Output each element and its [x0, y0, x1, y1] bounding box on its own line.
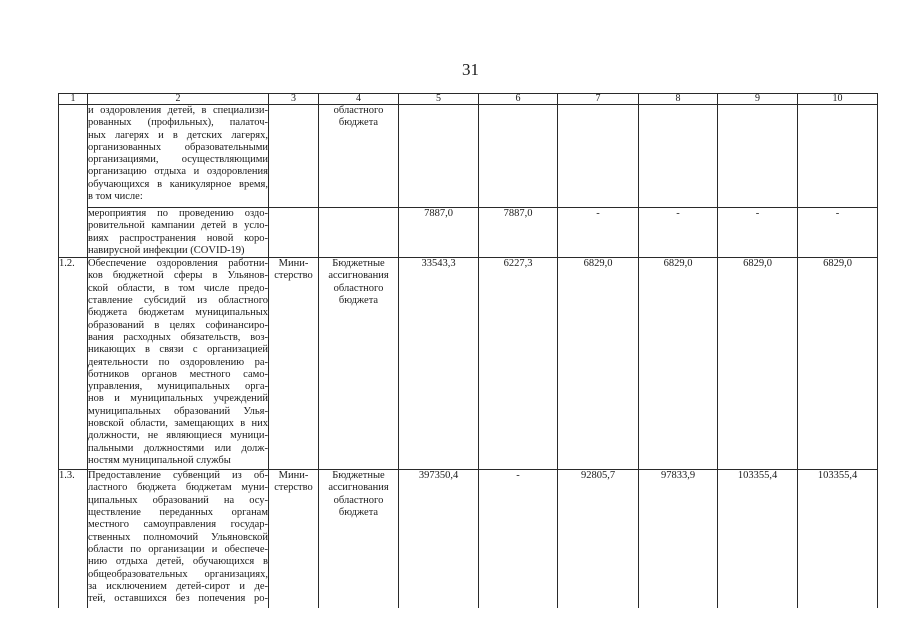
description-line: ботников органов местного само- [88, 368, 268, 380]
value-cell: 97833,9 [639, 470, 718, 608]
description-line: области по организации и обеспече- [88, 543, 268, 555]
value-cell: 397350,4 [399, 470, 479, 608]
description-line: Предоставление субвенций из об- [88, 470, 268, 482]
value-cell: - [718, 208, 798, 258]
description-line: образований в целях софинансиро- [88, 319, 268, 331]
description-line: местного самоуправления государ- [88, 519, 268, 531]
description-line: пальными должностями или долж- [88, 442, 268, 454]
responsible-line: стерство [274, 270, 313, 282]
program-table [58, 93, 878, 608]
value-cell: 6829,0 [798, 258, 878, 470]
funding-source-line: областного [333, 494, 384, 506]
description-line: ставление субсидий из областного [88, 295, 268, 307]
column-header: 4 [319, 94, 399, 105]
description-line: ровительной кампании детей в усло- [88, 220, 268, 232]
value-cell: 6829,0 [639, 258, 718, 470]
funding-source-cell [319, 470, 399, 608]
description-line: вания расходных обязательств, воз- [88, 331, 268, 343]
row-number-cell [59, 105, 88, 258]
description-line: навирусной инфекции (COVID-19) [88, 244, 245, 256]
table-body [59, 105, 878, 608]
value-cell: - [479, 470, 558, 608]
description-line: ципальных образований на осу- [88, 494, 268, 506]
value-cell [479, 105, 558, 208]
table-row [59, 208, 878, 258]
column-header: 6 [479, 94, 558, 105]
value-cell: 103355,4 [718, 470, 798, 608]
description-line: нов и муниципальных учреждений [88, 393, 268, 405]
responsible-cell [269, 258, 319, 470]
table-row [59, 470, 878, 608]
description-line: деятельности по оздоровлению ра- [88, 356, 268, 368]
funding-source-line: Бюджетные [332, 470, 385, 482]
row-number-cell: 1.3. [59, 470, 88, 608]
description-line: ков бюджетной сферы в Ульянов- [88, 270, 268, 282]
value-cell: 6227,3 [479, 258, 558, 470]
value-cell [718, 105, 798, 208]
table-row [59, 105, 878, 208]
description-cell [88, 105, 269, 208]
value-cell: 7887,0 [479, 208, 558, 258]
description-line: бюджета бюджетам муниципальных [88, 307, 268, 319]
description-line: и оздоровления детей, в специализи- [88, 105, 268, 116]
funding-source-line: бюджета [338, 117, 379, 129]
responsible-line: Мини- [278, 470, 309, 482]
description-line: ской области, в том числе предо- [88, 282, 268, 294]
funding-source-cell [319, 208, 399, 258]
value-cell: 103355,4 [798, 470, 878, 608]
responsible-cell [269, 105, 319, 208]
value-cell [639, 105, 718, 208]
value-cell: - [639, 208, 718, 258]
description-line: организацию отдыха и оздоровления [88, 166, 268, 178]
responsible-cell [269, 208, 319, 258]
column-header: 2 [88, 94, 269, 105]
responsible-line: стерство [274, 482, 313, 494]
column-header: 9 [718, 94, 798, 105]
value-cell: 6829,0 [718, 258, 798, 470]
description-line: за исключением детей-сирот и де- [88, 580, 268, 592]
description-line: никающих в связи с организацией [88, 344, 268, 356]
funding-source-line: областного [333, 105, 384, 116]
description-line: ностям муниципальной службы [88, 454, 231, 466]
description-line: управления, муниципальных орга- [88, 381, 268, 393]
value-cell [399, 105, 479, 208]
value-cell: 6829,0 [558, 258, 639, 470]
value-cell: - [558, 208, 639, 258]
row-number-cell: 1.2. [59, 258, 88, 470]
funding-source-line: бюджета [338, 507, 379, 519]
table-header [59, 94, 878, 105]
value-cell: 7887,0 [399, 208, 479, 258]
description-cell [88, 470, 269, 608]
column-header: 7 [558, 94, 639, 105]
page-number: 31 [462, 60, 479, 79]
description-line: в том числе: [88, 191, 143, 203]
description-line: должности, не являющиеся муници- [88, 430, 268, 442]
description-line: ных лагерях и в детских лагерях, [88, 129, 268, 141]
funding-source-line: ассигнования [328, 482, 389, 494]
value-cell: - [798, 208, 878, 258]
description-line: организациями, осуществляющими [88, 154, 268, 166]
funding-source-line: ассигнования [328, 270, 389, 282]
description-line: виях распространения новой коро- [88, 232, 268, 244]
description-line: тей, оставшихся без попечения ро- [88, 593, 268, 605]
funding-source-line: областного [333, 282, 384, 294]
column-header: 10 [798, 94, 878, 105]
description-line: организованных образовательными [88, 141, 268, 153]
header-row [59, 94, 878, 105]
responsible-line: Мини- [278, 258, 309, 270]
value-cell [798, 105, 878, 208]
description-line: Обеспечение оздоровления работни- [88, 258, 268, 270]
description-line: ществление переданных органам [88, 507, 268, 519]
column-header: 8 [639, 94, 718, 105]
value-cell [558, 105, 639, 208]
column-header: 3 [269, 94, 319, 105]
description-line: ластного бюджета бюджетам муни- [88, 482, 268, 494]
funding-source-line: Бюджетные [332, 258, 385, 270]
description-line: общеобразовательных организациях, [88, 568, 268, 580]
column-header: 1 [59, 94, 88, 105]
description-line: рованных (профильных), палаточ- [88, 117, 268, 129]
description-line: нию отдыха детей, обучающихся в [88, 556, 268, 568]
table-row [59, 258, 878, 470]
description-line: муниципальных образований Улья- [88, 405, 268, 417]
funding-source-cell [319, 105, 399, 208]
description-cell [88, 208, 269, 258]
description-line: ственных полномочий Ульяновской [88, 531, 268, 543]
column-header: 5 [399, 94, 479, 105]
description-line: новской области, замещающих в них [88, 418, 268, 430]
funding-source-line: бюджета [338, 295, 379, 307]
value-cell: 33543,3 [399, 258, 479, 470]
description-line: обучающихся в каникулярное время, [88, 178, 268, 190]
description-cell [88, 258, 269, 470]
responsible-cell [269, 470, 319, 608]
value-cell: 92805,7 [558, 470, 639, 608]
description-line: мероприятия по проведению оздо- [88, 208, 268, 219]
funding-source-cell [319, 258, 399, 470]
